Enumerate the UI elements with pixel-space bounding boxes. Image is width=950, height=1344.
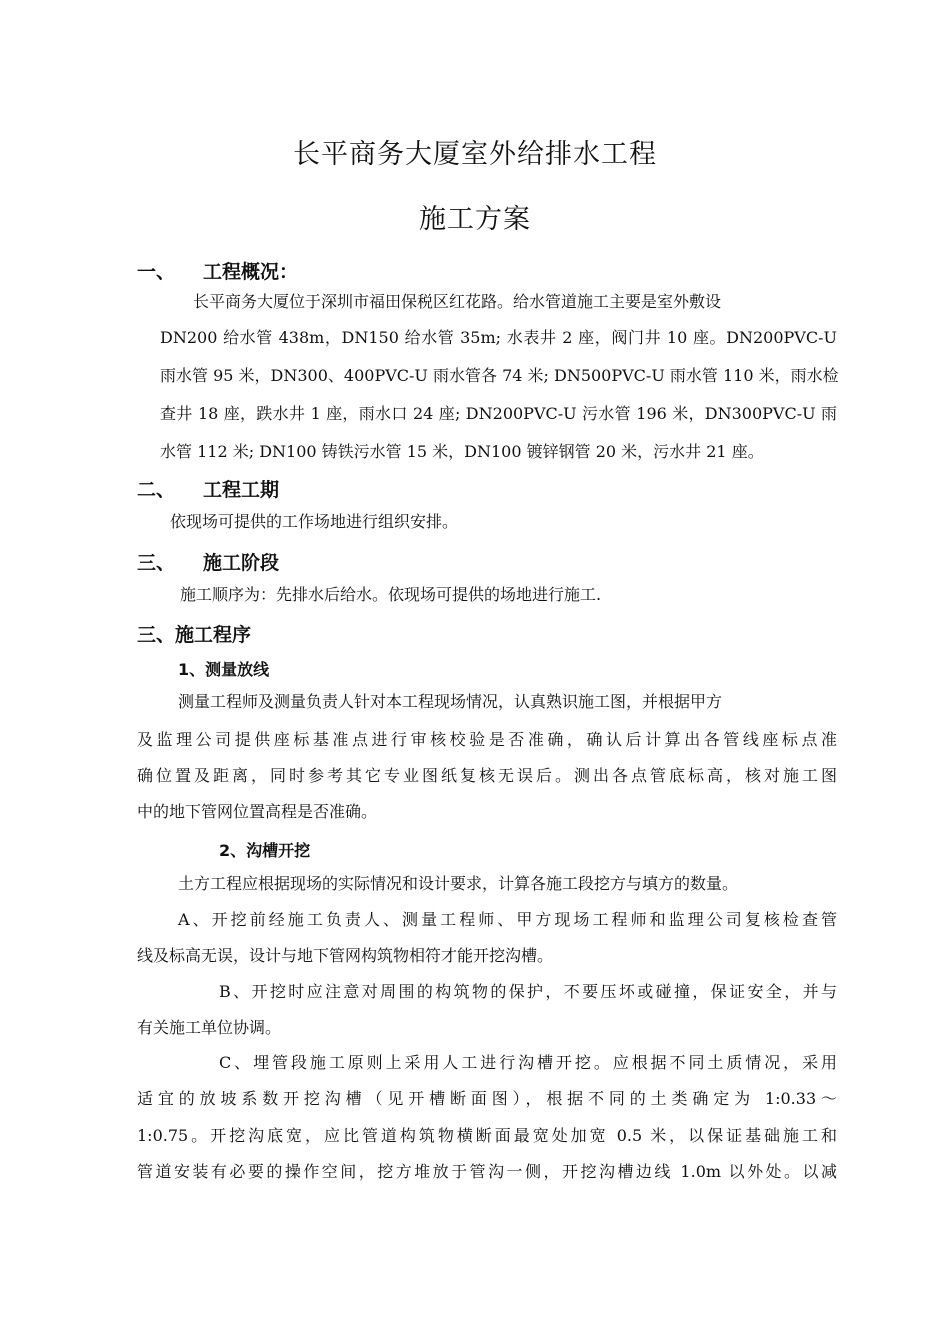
paragraph-line: C、埋管段施工原则上采用人工进行沟槽开挖。应根据不同土质情况，采用 bbox=[219, 1053, 837, 1072]
section-number: 二、 bbox=[137, 479, 176, 501]
paragraph-line: 依现场可提供的工作场地进行组织安排。 bbox=[170, 512, 459, 531]
paragraph-line: 中的地下管网位置高程是否准确。 bbox=[137, 802, 378, 821]
paragraph-line: 有关施工单位协调。 bbox=[137, 1018, 282, 1037]
subsection-heading-2: 2、沟槽开挖 bbox=[219, 841, 311, 860]
section-title: 工程工期 bbox=[203, 479, 280, 501]
subsection-heading-1: 1、测量放线 bbox=[178, 660, 270, 679]
document-title: 长平商务大厦室外给排水工程 bbox=[293, 139, 657, 170]
paragraph-line: 施工顺序为：先排水后给水。依现场可提供的场地进行施工. bbox=[180, 585, 602, 604]
section-number: 一、 bbox=[137, 261, 176, 283]
section-heading-1 bbox=[137, 257, 298, 284]
paragraph-line: 水管 112 米; DN100 铸铁污水管 15 米，DN100 镀锌钢管 20 米，污水井 21 座。 bbox=[160, 442, 764, 461]
section-heading-4: 三、施工程序 bbox=[137, 624, 252, 646]
paragraph-line: 及监理公司提供座标基准点进行审核校验是否准确，确认后计算出各管线座标点准 bbox=[137, 730, 837, 749]
section-title: 工程概况： bbox=[203, 261, 299, 283]
paragraph-line: 查井 18 座，跌水井 1 座，雨水口 24 座; DN200PVC-U 污水管 196 米，DN300PVC-U 雨 bbox=[160, 404, 837, 423]
paragraph-line: 确位置及距离，同时参考其它专业图纸复核无误后。测出各点管底标高，核对施工图 bbox=[137, 766, 837, 785]
paragraph-line: 线及标高无误，设计与地下管网构筑物相符才能开挖沟槽。 bbox=[137, 946, 554, 965]
paragraph-line: DN200 给水管 438m，DN150 给水管 35m; 水表井 2 座，阀门井 10 座。DN200PVC-U bbox=[160, 328, 837, 347]
paragraph-line: 管道安装有必要的操作空间，挖方堆放于管沟一侧，开挖沟槽边线 1.0m 以外处。以减 bbox=[137, 1162, 837, 1181]
paragraph-line: 雨水管 95 米，DN300、400PVC-U 雨水管各 74 米; DN500PVC-U 雨水管 110 米，雨水检 bbox=[160, 366, 839, 385]
paragraph-line: 长平商务大厦位于深圳市福田保税区红花路。给水管道施工主要是室外敷设 bbox=[193, 292, 722, 311]
paragraph-line: 1:0.75。开挖沟底宽，应比管道构筑物横断面最宽处加宽 0.5 米，以保证基础施工和 bbox=[137, 1126, 837, 1145]
document-subtitle: 施工方案 bbox=[419, 204, 531, 235]
paragraph-line: B、开挖时应注意对周围的构筑物的保护，不要压坏或碰撞，保证安全，并与 bbox=[219, 982, 837, 1001]
section-number: 三、 bbox=[137, 552, 176, 574]
section-title: 施工阶段 bbox=[203, 552, 280, 574]
paragraph-line: 土方工程应根据现场的实际情况和设计要求，计算各施工段挖方与填方的数量。 bbox=[178, 874, 739, 893]
paragraph-line: A、开挖前经施工负责人、测量工程师、甲方现场工程师和监理公司复核检查管 bbox=[178, 910, 837, 929]
section-heading-2 bbox=[137, 475, 279, 502]
paragraph-line: 适宜的放坡系数开挖沟槽（见开槽断面图），根据不同的土类确定为 1:0.33～ bbox=[137, 1089, 837, 1108]
paragraph-line: 测量工程师及测量负责人针对本工程现场情况，认真熟识施工图，并根据甲方 bbox=[178, 692, 723, 711]
section-heading-3 bbox=[137, 548, 279, 575]
